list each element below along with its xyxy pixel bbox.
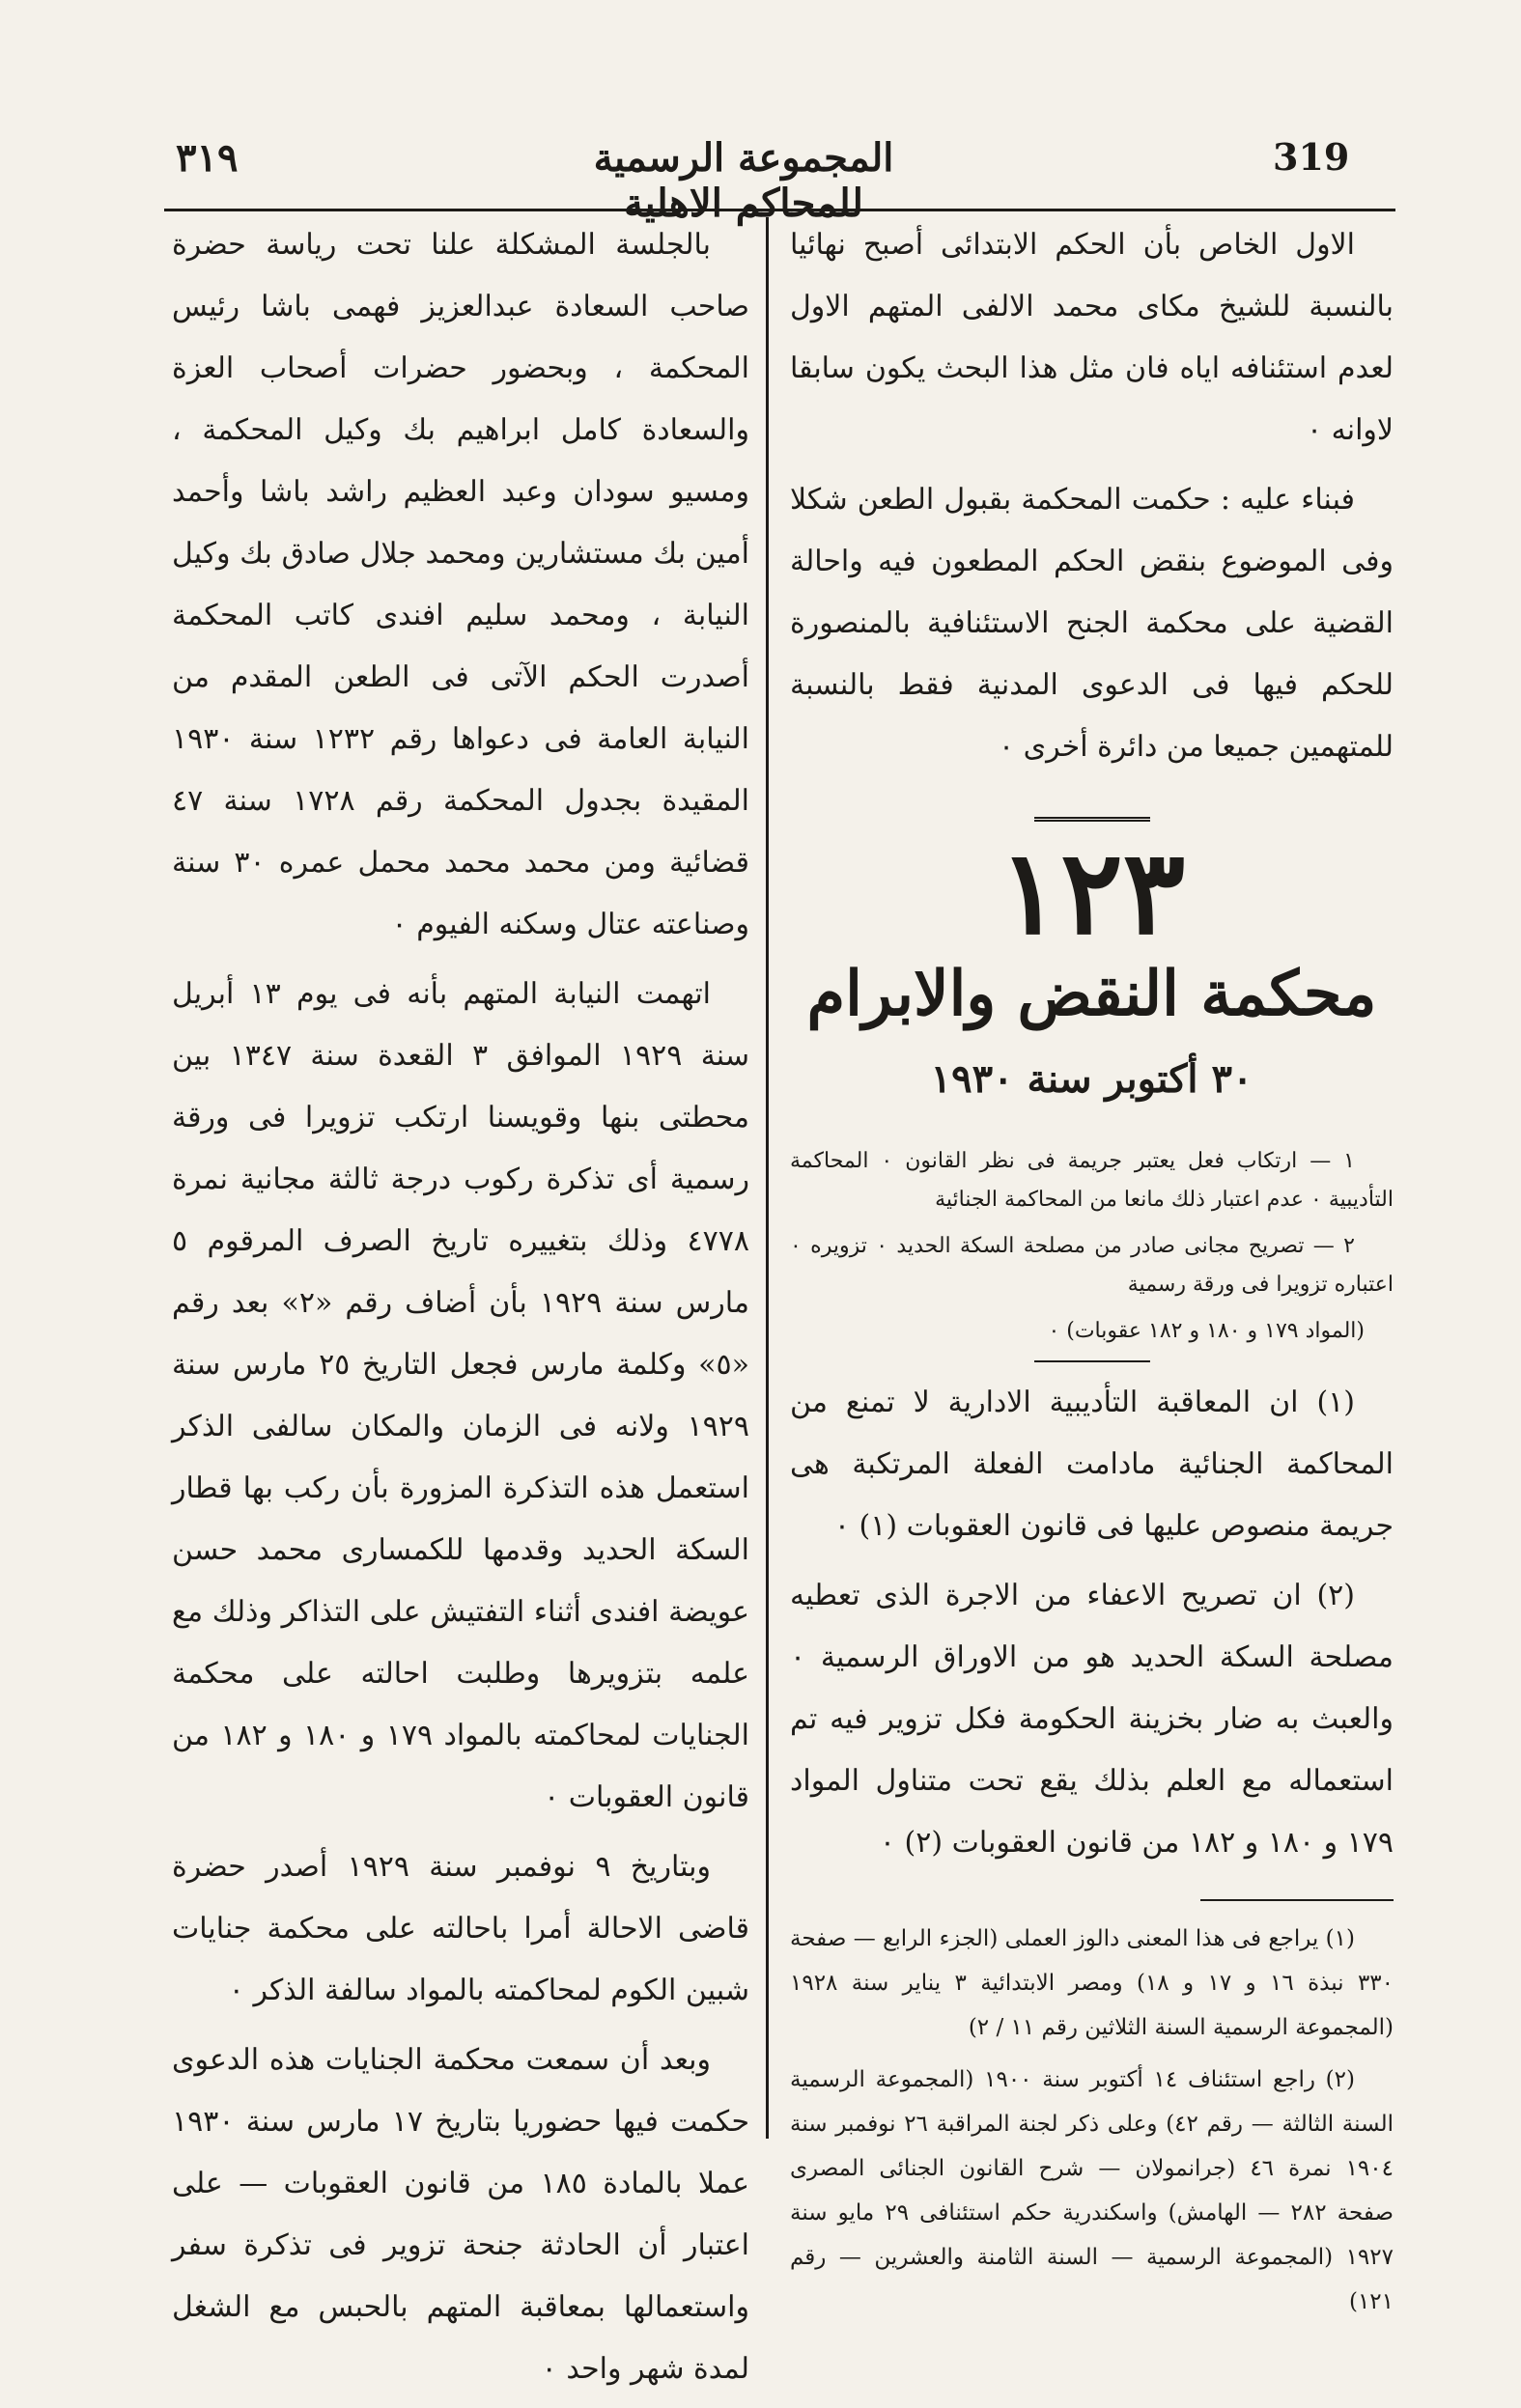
- running-title: المجموعة الرسمية للمحاكم الاهلية: [593, 135, 894, 226]
- holding: (٢) ان تصريح الاعفاء من الاجرة الذى تعطيه مصلحة السكة الحديد هو من الاوراق الرسمية ٠ والعبث به ضار بخزينة الحكومة فكل تزوير فيه تم استعماله مع العلم بذلك يقع تحت متناول المواد ١٧٩ و ١٨٠ و ١٨٢ من قانون العقوبات (٢) ٠: [790, 1579, 1394, 1860]
- summary-item: ١ — ارتكاب فعل يعتبر جريمة فى نظر القانون ٠ المحاكمة التأديبية ٠ عدم اعتبار ذلك مانعا من المحاكمة الجنائية: [790, 1149, 1394, 1212]
- page-number-arabic: ٣١٩: [176, 135, 239, 181]
- paragraph: وبعد أن سمعت محكمة الجنايات هذه الدعوى حكمت فيها حضوريا بتاريخ ١٧ مارس سنة ١٩٣٠ عملا بالمادة ١٨٥ من قانون العقوبات — على اعتبار أن الحادثة جنحة تزوير فى تذكرة سفر واستعمالها بمعاقبة المتهم بالحبس مع الشغل لمدة شهر واحد ٠: [172, 2043, 750, 2386]
- case-date: ٣٠ أكتوبر سنة ١٩٣٠: [930, 1056, 1253, 1102]
- column-divider: [766, 217, 769, 2139]
- paragraph: الاول الخاص بأن الحكم الابتدائى أصبح نهائيا بالنسبة للشيخ مكاى محمد الالفى المتهم الاول لعدم استئنافه اياه فان مثل هذا البحث يكون سابقا لاوانه ٠: [790, 228, 1394, 447]
- holding: (١) ان المعاقبة التأديبية الادارية لا تمنع من المحاكمة الجنائية مادامت الفعلة المرتكبة هى جريمة منصوص عليها فى قانون العقوبات (١) ٠: [790, 1386, 1394, 1543]
- summary-item: ٢ — تصريح مجانى صادر من مصلحة السكة الحديد ٠ تزويره ٠ اعتباره تزويرا فى ورقة رسمية: [790, 1234, 1394, 1297]
- footnote: (١) يراجع فى هذا المعنى دالوز العملى (الجزء الرابع — صفحة ٣٣٠ نبذة ١٦ و ١٧ و ١٨) ومصر الابتدائية ٣ يناير سنة ١٩٢٨ (المجموعة الرسمية السنة الثلاثين رقم ١١ / ٢): [790, 1926, 1394, 2040]
- footnote-rule: [1200, 1899, 1394, 1901]
- court-name: محكمة النقض والابرام: [806, 958, 1377, 1030]
- paragraph: اتهمت النيابة المتهم بأنه فى يوم ١٣ أبريل سنة ١٩٢٩ الموافق ٣ القعدة سنة ١٣٤٧ بين محطتى بنها وقويسنا ارتكب تزويرا فى ورقة رسمية أى تذكرة ركوب درجة ثالثة مجانية نمرة ٤٧٧٨ وذلك بتغييره تاريخ الصرف المرقوم ٥ مارس سنة ١٩٢٩ بأن أضاف رقم «٢» بعد رقم «٥» وكلمة مارس فجعل التاريخ ٢٥ مارس سنة ١٩٢٩ ولانه فى الزمان والمكان سالفى الذكر استعمل هذه التذكرة المزورة بأن ركب بها قطار السكة الحديد وقدمها للكمسارى محمد حسن عويضة افندى أثناء التفتيش على التذاكر وذلك مع علمه بتزويرها وطلبت احالته على محكمة الجنايات لمحاكمته بالمواد ١٧٩ و ١٨٠ و ١٨٢ من قانون العقوبات ٠: [172, 977, 750, 1814]
- case-number: ١٢٣: [998, 825, 1186, 961]
- paragraph: وبتاريخ ٩ نوفمبر سنة ١٩٢٩ أصدر حضرة قاضى الاحالة أمرا باحالته على محكمة جنايات شبين الكوم لمحاكمته بالمواد سالفة الذكر ٠: [172, 1850, 749, 2007]
- left-column: [172, 214, 749, 2408]
- page-number-latin: 319: [1273, 135, 1350, 179]
- right-column: [790, 214, 1394, 2332]
- summary-articles: (المواد ١٧٩ و ١٨٠ و ١٨٢ عقوبات) ٠: [1048, 1319, 1365, 1343]
- paragraph: فبناء عليه : حكمت المحكمة بقبول الطعن شكلا وفى الموضوع بنقض الحكم المطعون فيه واحالة القضية على محكمة الجنح الاستئنافية بالمنصورة للحكم فيها فى الدعوى المدنية فقط بالنسبة للمتهمين جميعا من دائرة أخرى ٠: [790, 483, 1394, 764]
- summary-rule: [1034, 1360, 1150, 1362]
- paragraph: بالجلسة المشكلة علنا تحت رياسة حضرة صاحب السعادة عبدالعزيز فهمى باشا رئيس المحكمة ، وبحضور حضرات أصحاب العزة والسعادة كامل ابراهيم بك وكيل المحكمة ، ومسيو سودان وعبد العظيم راشد باشا وأحمد أمين بك مستشارين ومحمد جلال صادق بك وكيل النيابة ، ومحمد سليم افندى كاتب المحكمة أصدرت الحكم الآتى فى الطعن المقدم من النيابة العامة فى دعواها رقم ١٢٣٢ سنة ١٩٣٠ المقيدة بجدول المحكمة رقم ١٧٢٨ سنة ٤٧ قضائية ومن محمد محمد محمل عمره ٣٠ سنة وصناعته عتال وسكنه الفيوم ٠: [172, 228, 749, 941]
- footnote: (٢) راجع استئناف ١٤ أكتوبر سنة ١٩٠٠ (المجموعة الرسمية السنة الثالثة — رقم ٤٢) وعلى ذكر لجنة المراقبة ٢٦ نوفمبر سنة ١٩٠٤ نمرة ٤٦ (جرانمولان — شرح القانون الجنائى المصرى صفحة ٢٨٢ — الهامش) واسكندرية حكم استئنافى ٢٩ مايو سنة ١٩٢٧ (المجموعة الرسمية — السنة الثامنة والعشرين — رقم ١٢١): [790, 2067, 1394, 2314]
- header-rule: [164, 209, 1395, 211]
